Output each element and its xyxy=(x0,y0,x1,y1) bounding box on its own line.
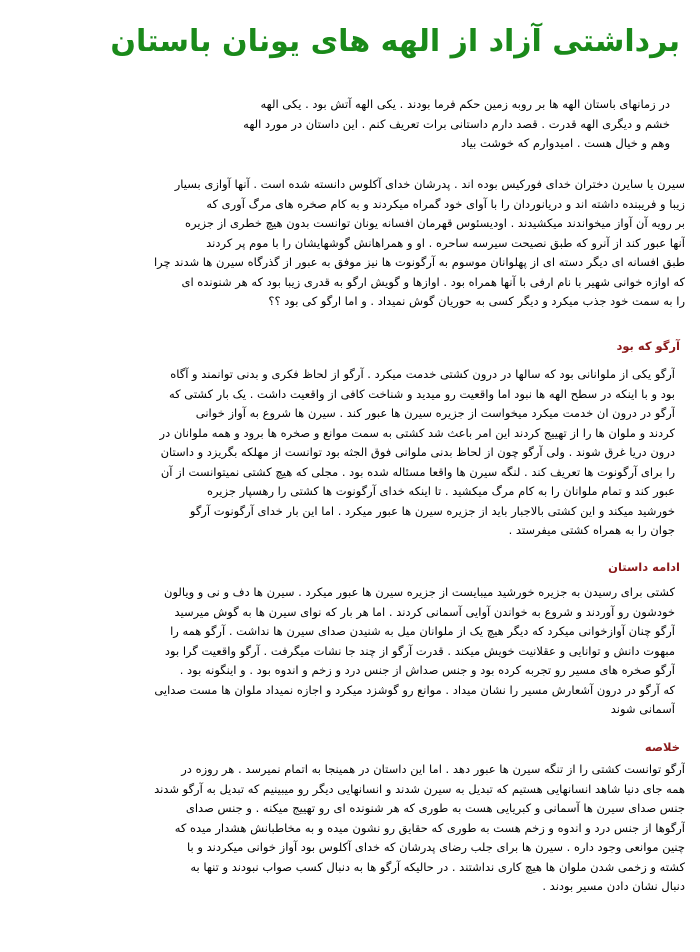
text-line: آسمانی شوند xyxy=(610,702,675,716)
text-line: همه جای دنیا شاهد انسانهایی هستیم که تبدیل به سیرن شدند و انسانهایی دیگر رو میبینیم که تبدیل به آرگو شدند xyxy=(154,781,685,796)
text-line: سیرن یا سایرن دختران خدای فورکیس بوده اند . پدرشان خدای آکلوس دانسته شده است . آنها آوازی بسیار xyxy=(174,177,685,191)
text-line: که آرگو در درون آشعارش مسیر را نشان میداد . موانع رو گوشزد میکرد و اجازه نمیداد ملوان ها مست صدایی xyxy=(154,682,675,697)
text-line: آرگو در درون ان خدمت میکرد میخواست از جزیره سیرن ها عبور کند . سیرن ها شروع به آواز خوانی xyxy=(195,406,675,420)
section-heading-continuation: ادامه داستان xyxy=(608,560,680,574)
text-line: خودشون رو آوردند و شروع به خواندن آوایی آسمانی کردند . اما هر بار که نوای سیرن ها به گوش میرسید xyxy=(174,604,675,619)
text-line: چنین موانعی وجود داره . سیرن ها برای جلب رضای پدرشان که خدای آکلوس بود آواز خوانی میکردند و با xyxy=(187,840,685,854)
section-heading-argo: آرگو که بود xyxy=(616,339,680,353)
text-line: وهم و خیال هست . امیدوارم که خوشت بیاد xyxy=(461,136,670,150)
text-line: کشته و زخمی شدن ملوان ها هیچ کاری نداشتند . در حالیکه آرگو ها به دنبال کسب صواب نبودند و تنها به xyxy=(190,859,685,874)
text-line: آنها عبور کند از آنرو که طبق نصیحت سیرسه ساحره . او و همراهانش گوشهایشان را با موم پر کردند xyxy=(206,235,685,250)
text-line: زیبا و فریبنده داشته اند و دریانوردان را با آوای خود گمراه میکردند و به کام صخره های مرگ آوری که xyxy=(206,196,685,211)
section-heading-summary: خلاصه xyxy=(644,740,680,754)
text-line: بر رویه آن آواز میخواندند میکشیدند . اودیسئوس قهرمان افسانه یونان توانست بدون هیچ خطری از جزیره xyxy=(184,216,685,230)
text-line: عبور کند و تمام ملوانان را به کام مرگ میکشید . تا اینکه خدای آرگونوت ها کشتی را رهسپار جزیره xyxy=(206,484,675,498)
text-line: مبهوت دانش و توانایی و عقلانیت خویش میکند . قدرت آرگو از چند جا نشات میگرفت . آرگو واقعیت گرا بود xyxy=(164,643,675,658)
text-line: آرگو صخره های مسیر رو تجربه کرده بود و جنس صداش از جنس درد و زخم و اندوه بود . و اینگونه بود . xyxy=(179,663,675,677)
text-line: جنس صدای سیرن ها آسمانی و کبریایی هست به طوری که هر شنونده ای رو تهییج میکنه . و جنس صدای xyxy=(185,801,685,815)
paragraph-intro xyxy=(140,95,670,154)
paragraph-summary xyxy=(60,760,685,897)
text-line: آرگو توانست کشتی را از تنگه سیرن ها عبور دهد . اما این داستان در همینجا به اتمام نمیرسد . هر روزه در xyxy=(181,762,685,776)
text-line: کشتی برای رسیدن به جزیره خورشید میبایست از جزیره سیرن ها عبور میکرد . سیرن ها دف و نی و ویالون xyxy=(164,585,675,599)
text-line: آرگو یکی از ملوانانی بود که سالها در درون کشتی خدمت میکرد . آرگو از لحاظ فکری و بدنی توانمند و آگاه xyxy=(170,367,675,381)
text-line: دنبال نشان دادن مسیر بودند . xyxy=(542,879,685,893)
text-line: آرگو چنان آوازخوانی میکرد که دیگر هیچ یک از ملوانان میل به شنیدن صدای سیرن ها نداشت . آرگو همه را xyxy=(170,624,675,638)
text-line: بود و با اینکه در سطح الهه ها نبود اما واقعیت رو میدید و شناخت کافی از واقعیت داشت . یک بار کشتی که xyxy=(168,386,675,401)
text-line: خشم و دیگری الهه قدرت . قصد دارم داستانی برات تعریف کنم . این داستان در مورد الهه xyxy=(243,116,670,131)
text-line: خورشید میکند و این کشتی بالاجبار باید از جزیره سیرن ها عبور میکرد . اما این بار خدای آرگونوت آرگو xyxy=(189,503,675,518)
text-line: در زمانهای باستان الهه ها بر روبه زمین حکم فرما بودند . یکی الهه آتش بود . یکی الهه xyxy=(260,97,670,111)
text-line: جوان را به همراه کشتی میفرستد . xyxy=(508,523,675,537)
paragraph-argo xyxy=(90,365,675,541)
page-title: برداشتی آزاد از الهه های یونان باستان xyxy=(110,24,680,59)
text-line: را برای آرگونوت ها تعریف کند . لنگه سیرن ها واقعا مسئاله شده بود . مجلی که هیچ کشتی نمیتوانست از آن xyxy=(160,464,675,479)
text-line: درون دریا غرق شوند . ولی آرگو چون از لحاظ بدنی ملوانی فوق الجثه بود توانست از مهلکه بگریزد و داستان xyxy=(160,445,675,459)
text-line: آرگوها از جنس درد و اندوه و زخم هست به طوری که حقایق رو نشون میده و به مخاطبانش هشدار میده که xyxy=(174,820,685,835)
text-line: کردند و ملوان ها را از تهییج کردند این امر باعث شد کشتی به سمت موانع و صخره ها برود و همه ملوانان در xyxy=(159,425,675,440)
paragraph-continuation xyxy=(85,583,675,720)
text-line: که اوازه خوانی شهیر با نام ارفی با آنها همراه بود . اوازها و گویش ارگو به قدری زیبا بود که هر شنونده ای xyxy=(181,274,685,289)
text-line: را به سمت خود جذب میکرد و دیگر کسی به حوریان گوش نمیداد . و اما ارگو کی بود ؟؟ xyxy=(268,294,685,308)
text-line: طبق افسانه ای دیگر دسته ای از پهلوانان موسوم به آرگونوت ها نیز موفق به عبور از گذرگاه سیرن ها شدند چرا xyxy=(153,255,685,269)
paragraph-sirens xyxy=(100,175,685,312)
